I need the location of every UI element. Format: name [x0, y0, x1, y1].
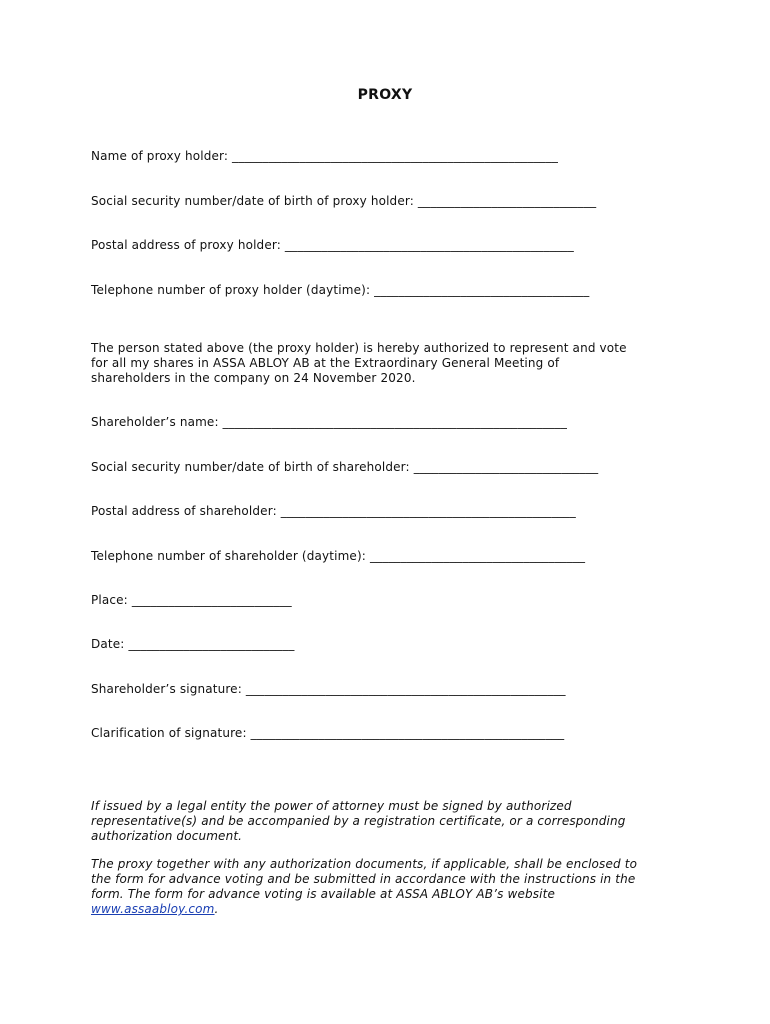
field-label: Telephone number of shareholder (daytime): [91, 549, 366, 563]
field-label: Clarification of signature: [91, 726, 247, 740]
note-line: If issued by a legal entity the power of attorney must be signed by authorized [91, 799, 572, 813]
shareholder-address-field[interactable] [91, 503, 576, 519]
fill-in-line[interactable]: _____________________________________________________ [232, 149, 558, 163]
signature-clarification-field[interactable] [91, 725, 564, 741]
proxy-holder-telephone-field[interactable] [91, 282, 589, 298]
paragraph-line: shareholders in the company on 24 November 2020. [91, 371, 416, 385]
proxy-holder-address-field[interactable] [91, 237, 574, 253]
field-label: Social security number/date of birth of shareholder: [91, 460, 410, 474]
field-label: Name of proxy holder: [91, 149, 229, 163]
document-title: PROXY [357, 87, 413, 103]
field-label: Date: [91, 637, 125, 651]
fill-in-line[interactable]: ___________________________________ [369, 549, 586, 563]
paragraph-line: The person stated above (the proxy holder) is hereby authorized to represent and vote [91, 341, 627, 355]
note-line [91, 902, 691, 917]
note-line: The proxy together with any authorization documents, if applicable, shall be enclosed to [91, 857, 638, 871]
legal-entity-note [91, 799, 691, 844]
link-suffix: . [214, 902, 219, 916]
field-label: Place: [91, 593, 128, 607]
fill-in-line[interactable]: ________________________________________________ [280, 504, 576, 518]
fill-in-line[interactable]: ___________________________ [128, 637, 295, 651]
proxy-holder-name-field[interactable] [91, 148, 558, 164]
field-label: Postal address of shareholder: [91, 504, 277, 518]
date-field[interactable] [91, 636, 295, 652]
fill-in-line[interactable]: _____________________________ [417, 194, 597, 208]
note-line: form. The form for advance voting is available at ASSA ABLOY AB’s website [91, 887, 556, 901]
enclosure-note [91, 857, 691, 917]
field-label: Telephone number of proxy holder (daytime): [91, 283, 371, 297]
field-label: Shareholder’s signature: [91, 682, 242, 696]
shareholder-signature-field[interactable] [91, 681, 566, 697]
field-label: Social security number/date of birth of proxy holder: [91, 194, 414, 208]
shareholder-name-field[interactable] [91, 414, 567, 430]
website-link[interactable]: www.assaabloy.com [91, 902, 215, 916]
fill-in-line[interactable]: ______________________________ [413, 460, 599, 474]
proxy-holder-ssn-field[interactable] [91, 193, 596, 209]
authorization-paragraph [91, 341, 691, 386]
note-line: the form for advance voting and be submitted in accordance with the instructions in the [91, 872, 636, 886]
fill-in-line[interactable]: _______________________________________________ [284, 238, 574, 252]
fill-in-line[interactable]: __________________________ [131, 593, 292, 607]
fill-in-line[interactable]: ___________________________________________________ [250, 726, 565, 740]
note-line: authorization document. [91, 829, 243, 843]
note-line: representative(s) and be accompanied by a registration certificate, or a corresponding [91, 814, 626, 828]
fill-in-line[interactable]: ________________________________________________________ [222, 415, 568, 429]
shareholder-ssn-field[interactable] [91, 459, 598, 475]
field-label: Shareholder’s name: [91, 415, 219, 429]
field-label: Postal address of proxy holder: [91, 238, 281, 252]
shareholder-telephone-field[interactable] [91, 548, 585, 564]
fill-in-line[interactable]: ___________________________________ [374, 283, 590, 297]
fill-in-line[interactable]: ____________________________________________________ [245, 682, 566, 696]
place-field[interactable] [91, 592, 292, 608]
paragraph-line: for all my shares in ASSA ABLOY AB at the Extraordinary General Meeting of [91, 356, 560, 370]
